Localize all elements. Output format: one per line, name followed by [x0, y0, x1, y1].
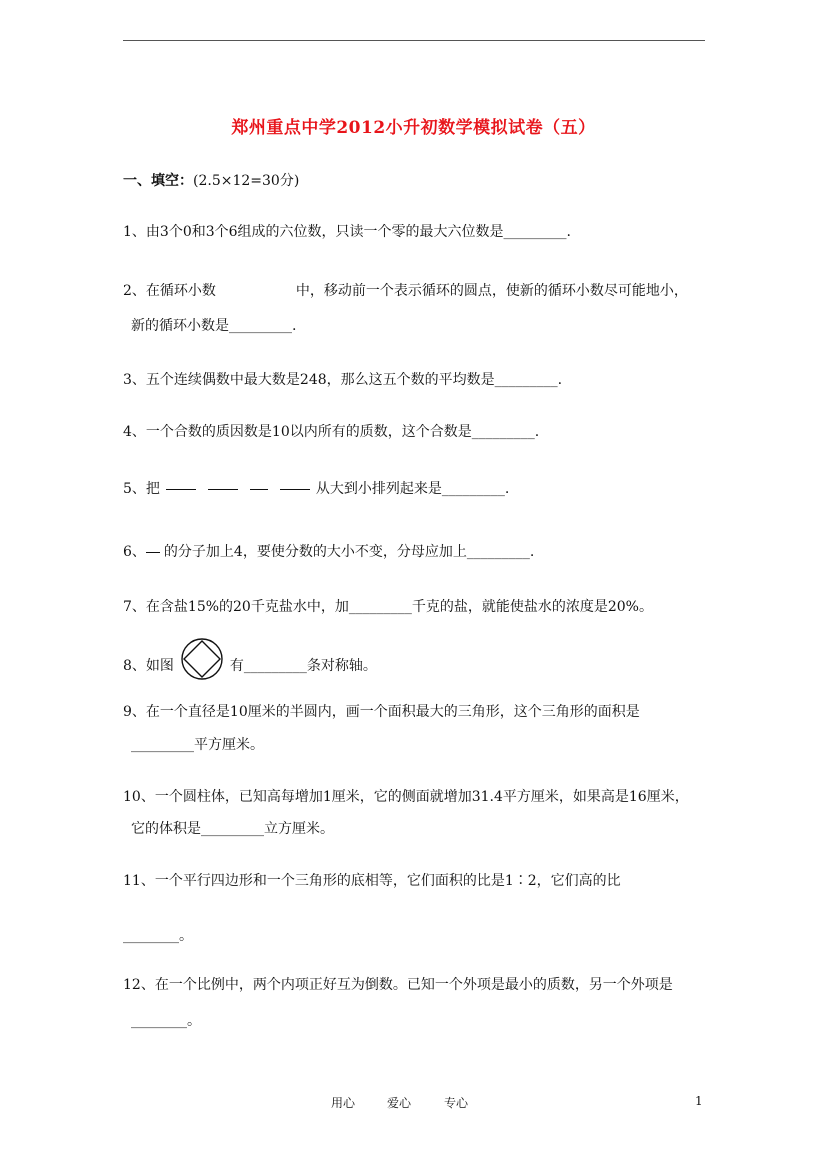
fraction-bar-2 — [208, 489, 238, 490]
question-5-prefix: 5、把 — [123, 481, 160, 497]
footer-word-2: 爱心 — [387, 1096, 412, 1110]
question-3: 3、五个连续偶数中最大数是248，那么这五个数的平均数是_________. — [123, 372, 563, 388]
section-heading — [123, 172, 299, 190]
fraction-bar-1 — [166, 489, 196, 490]
question-6-prefix: 6、 — [123, 544, 146, 560]
question-12-line-1: 12、在一个比例中，两个内项正好互为倒数。已知一个外项是最小的质数，另一个外项是 — [123, 977, 673, 993]
page-number: 1 — [695, 1094, 703, 1108]
section-score: (2.5×12=30分) — [193, 173, 300, 189]
question-2-rest: 中，移动前一个表示循环的圆点，使新的循环小数尽可能地小， — [295, 283, 688, 299]
question-8 — [123, 651, 377, 681]
page-title: 郑州重点中学2012小升初数学模拟试卷（五） — [231, 118, 596, 138]
question-2-line-1 — [123, 282, 688, 300]
fraction-bar-3 — [250, 489, 268, 490]
question-11-line-2: ________。 — [123, 928, 193, 944]
question-9-line-2: _________平方厘米。 — [131, 737, 264, 753]
question-12-line-2: ________。 — [131, 1013, 201, 1029]
question-4: 4、一个合数的质因数是10以内所有的质数，这个合数是_________. — [123, 424, 540, 440]
question-11-line-1: 11、一个平行四边形和一个三角形的底相等，它们面积的比是1∶2，它们高的比 — [123, 873, 621, 889]
question-6-rest: 的分子加上4，要使分数的大小不变，分母应加上_________. — [163, 544, 535, 560]
question-6 — [123, 543, 534, 561]
question-8-rest: 有_________条对称轴。 — [229, 658, 377, 674]
question-10-line-1: 10、一个圆柱体，已知高每增加1厘米，它的侧面就增加31.4平方厘米，如果高是16厘米， — [123, 789, 689, 805]
section-title: 一、填空： — [123, 173, 193, 189]
question-8-prefix: 8、如图 — [123, 658, 174, 674]
question-5-rest: 从大到小排列起来是_________. — [315, 481, 510, 497]
question-5 — [123, 480, 509, 498]
question-9-line-1: 9、在一个直径是10厘米的半圆内，画一个面积最大的三角形，这个三角形的面积是 — [123, 704, 640, 720]
footer-word-3: 专心 — [444, 1096, 469, 1110]
question-1: 1、由3个0和3个6组成的六位数，只读一个零的最大六位数是_________. — [123, 224, 571, 240]
fraction-bar-4 — [280, 489, 310, 490]
circle-with-inscribed-square-icon — [180, 637, 224, 681]
question-7: 7、在含盐15%的20千克盐水中，加_________千克的盐，就能使盐水的浓度是20%。 — [123, 599, 653, 615]
footer-word-1: 用心 — [331, 1096, 356, 1110]
question-2-prefix: 2、在循环小数 — [123, 283, 216, 299]
header-rule — [123, 40, 705, 41]
question-2-line-2: 新的循环小数是_________. — [131, 318, 297, 334]
fraction-bar-q6 — [146, 552, 160, 553]
question-10-line-2: 它的体积是_________立方厘米。 — [131, 821, 334, 837]
